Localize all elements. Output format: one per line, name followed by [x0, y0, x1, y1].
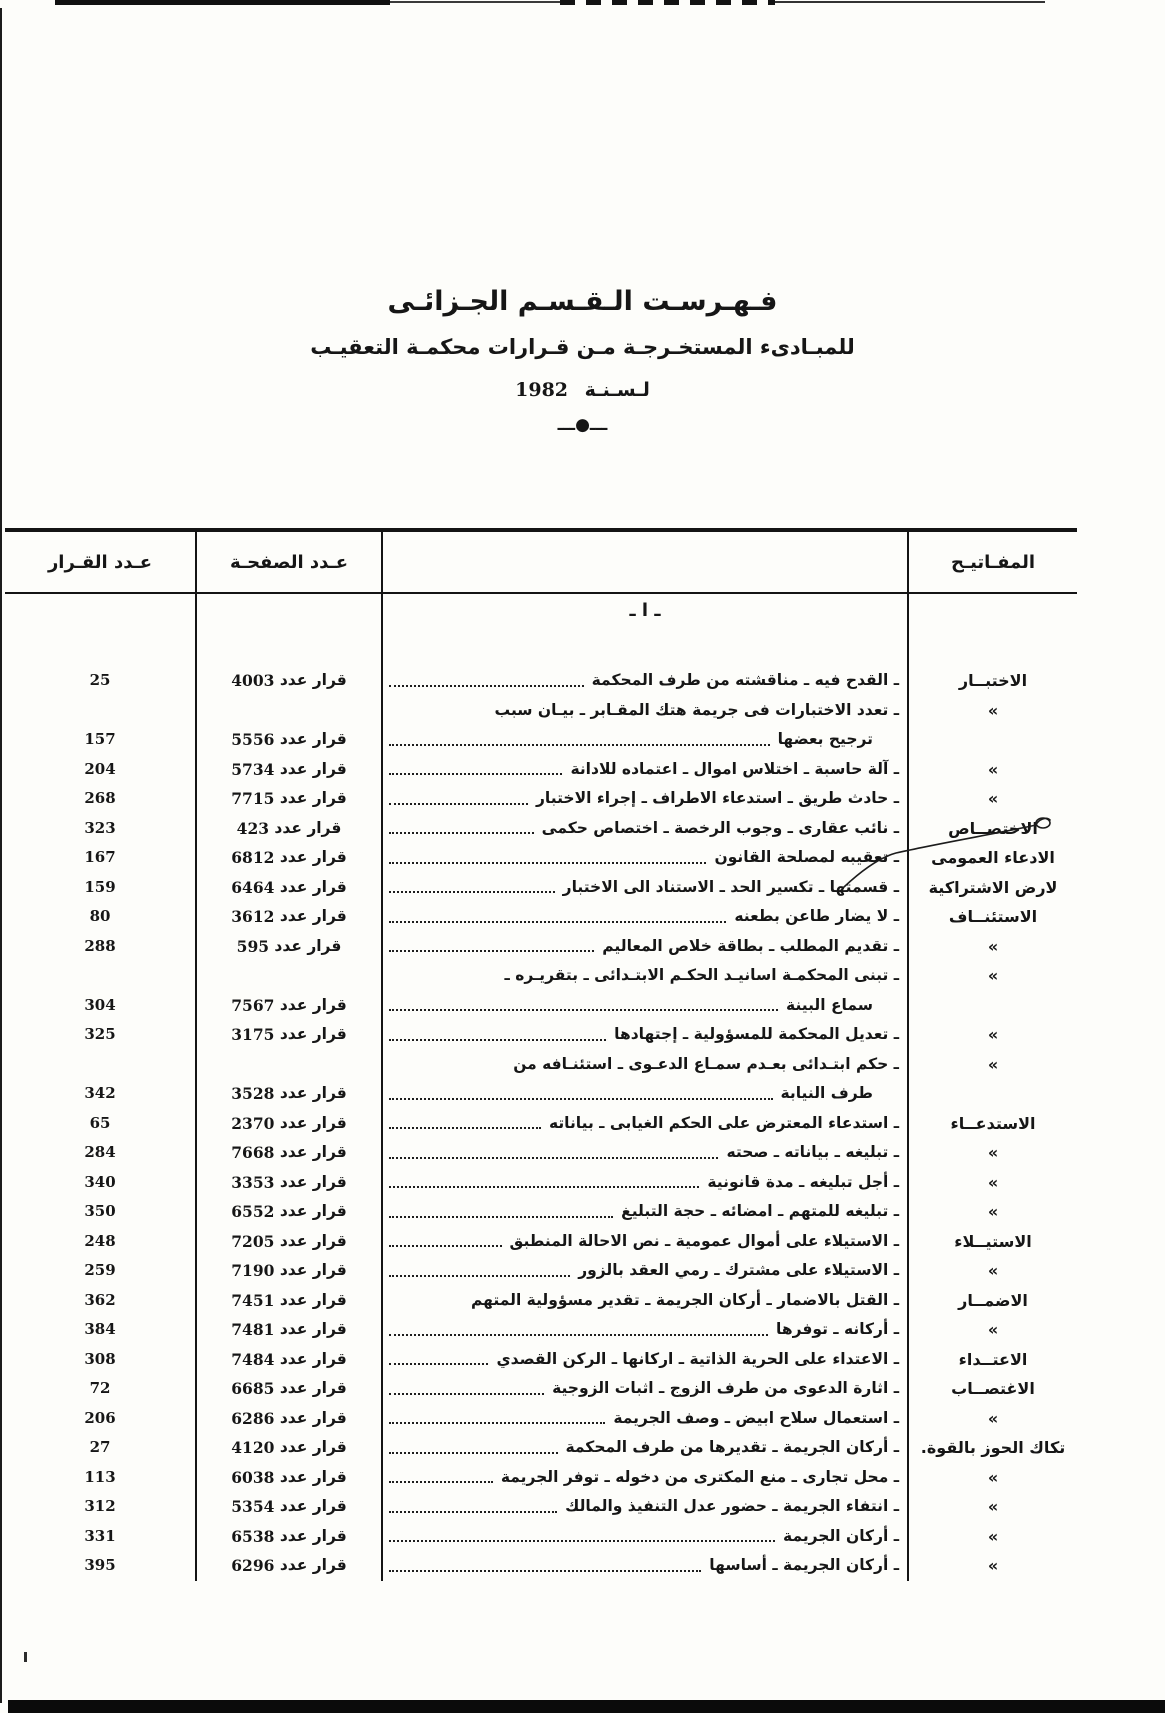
row-subject: [381, 1256, 907, 1286]
row-page-reference: [195, 1374, 381, 1404]
section-page-spacer: [195, 594, 381, 666]
row-page-reference: [195, 1522, 381, 1552]
row-page-number: 4120: [231, 1438, 275, 1457]
row-key: »: [907, 1463, 1077, 1493]
row-page-reference: [195, 1138, 381, 1168]
row-page-number: 6286: [231, 1408, 275, 1428]
row-decision-number: 323: [84, 818, 116, 837]
row-key: الاستدعــاء: [907, 1109, 1077, 1139]
row-page-number: 7715: [231, 789, 275, 808]
row-page-reference: [195, 961, 381, 1020]
scan-artifact-top-dashes: [560, 0, 775, 5]
row-key: »: [907, 1197, 1077, 1227]
row-page-reference: [195, 666, 381, 696]
row-key: »: [907, 784, 1077, 814]
section-keys-spacer: [907, 594, 1077, 666]
row-subject-text: ـ أركان الجريمة ـ تقديرها من طرف المحكمة: [565, 1438, 899, 1456]
row-subject: [381, 961, 907, 1020]
row-key: »: [907, 1551, 1077, 1581]
decision-word-label: قرار عدد: [279, 1113, 347, 1132]
row-page-reference: [195, 932, 381, 962]
row-page-reference: [195, 1492, 381, 1522]
table-row: [5, 1109, 1077, 1139]
decision-word-label: قرار عدد: [274, 818, 342, 837]
index-subtitle: للمبـادىء المستخـرجـة مـن قـرارات محكمـة التعقيـب: [310, 335, 855, 359]
section-heading-alif: ـ ا ـ: [381, 594, 907, 666]
row-decision-number: 72: [89, 1379, 111, 1397]
decision-word-label: قرار عدد: [279, 1231, 347, 1250]
table-row: [5, 666, 1077, 696]
dotted-leader: [389, 1422, 605, 1424]
dotted-leader: [389, 1127, 541, 1129]
row-subject: [381, 1315, 907, 1345]
row-page-reference: [195, 1463, 381, 1493]
decision-word-label: قرار عدد: [279, 1261, 347, 1279]
row-subject: [381, 784, 907, 814]
row-page-reference: [195, 1168, 381, 1198]
row-key: لارض الاشتراكية: [907, 873, 1077, 903]
dotted-leader: [389, 862, 706, 864]
row-subject-text: ـ أركان الجريمة: [783, 1526, 899, 1545]
row-page-reference: [195, 755, 381, 785]
row-page-number: 7668: [231, 1143, 275, 1162]
decision-word-label: قرار عدد: [279, 877, 347, 896]
index-title: فـهـرسـت الـقـسـم الجـزائـى: [387, 286, 778, 317]
dotted-leader: [389, 891, 555, 893]
dotted-leader: [389, 1039, 606, 1041]
row-subject-text: ـ تبليغه للمتهم ـ امضائه ـ حجة التبليغ: [621, 1202, 899, 1220]
row-subject-text: ـ قسمتها ـ تكسير الحد ـ الاستناد الى الاختبار: [562, 877, 899, 896]
decision-word-label: قرار عدد: [279, 995, 347, 1014]
row-subject: [381, 1020, 907, 1050]
row-key: »: [907, 1404, 1077, 1434]
dotted-leader: [389, 1481, 493, 1483]
table-row: [5, 873, 1077, 903]
row-decision-number: 312: [84, 1497, 116, 1515]
decision-word-label: قرار عدد: [279, 1408, 347, 1427]
row-page-number: 6552: [231, 1202, 275, 1221]
row-page-number: 595: [236, 936, 270, 956]
dotted-leader: [389, 1216, 613, 1218]
row-page-reference: [195, 1315, 381, 1345]
table-row: [5, 1256, 1077, 1286]
row-page-reference: [195, 902, 381, 932]
title-separator: ـــ●ـــ: [557, 415, 608, 435]
table-row: [5, 755, 1077, 785]
row-subject: [381, 666, 907, 696]
row-page-number: 3612: [231, 907, 275, 926]
row-subject-text: ـ لا يضار طاعن بطعنه: [734, 907, 899, 925]
table-row: [5, 1404, 1077, 1434]
row-key: »: [907, 1020, 1077, 1050]
row-subject-text: ـ أجل تبليغه ـ مدة قانونية: [707, 1172, 899, 1191]
decision-word-label: قرار عدد: [279, 907, 347, 925]
index-table: [5, 528, 1077, 1581]
row-subject-text: ـ تقديم المطلب ـ بطاقة خلاص المعاليم: [602, 936, 899, 955]
table-row: [5, 1138, 1077, 1168]
row-subject: [381, 814, 907, 844]
row-key: الاغتصــاب: [907, 1374, 1077, 1404]
row-subject-text: ـ الاستيلاء على أموال عمومية ـ نص الاحالة المنطبق: [509, 1231, 899, 1250]
row-subject-text: ـ آلة حاسبة ـ اختلاس اموال ـ اعتماده للادانة: [570, 759, 899, 778]
table-row: [5, 1551, 1077, 1581]
decision-word-label: قرار عدد: [279, 1556, 347, 1574]
row-subject-text: ـ القدح فيه ـ مناقشته من طرف المحكمة: [591, 671, 899, 689]
scan-artifact-top-line-3: [775, 1, 1045, 3]
row-decision-number: 167: [84, 848, 116, 866]
row-decision-number: 248: [84, 1231, 116, 1250]
row-key: الاختصــاص: [907, 814, 1077, 844]
decision-word-label: قرار عدد: [279, 789, 347, 807]
dotted-leader: [389, 1540, 775, 1542]
decision-word-label: قرار عدد: [274, 936, 342, 955]
title-block: [0, 286, 1165, 435]
row-subject: [381, 1463, 907, 1493]
row-subject: [381, 873, 907, 903]
decision-word-label: قرار عدد: [279, 1025, 347, 1043]
dotted-leader: [389, 1570, 701, 1572]
row-subject: [381, 1227, 907, 1257]
header-keys: المفـاتيـح: [907, 532, 1077, 592]
row-subject-text-continued: ترجيح بعضها: [777, 730, 873, 748]
header-page-number: عـدد الصفحـة: [195, 532, 381, 592]
table-row: [5, 1168, 1077, 1198]
row-page-number: 5354: [231, 1497, 275, 1516]
row-page-reference: [195, 814, 381, 844]
table-row: [5, 932, 1077, 962]
row-page-number: 7481: [231, 1320, 275, 1339]
row-decision-number: 159: [84, 877, 116, 896]
row-key: »: [907, 1256, 1077, 1286]
row-page-number: 6538: [231, 1526, 275, 1546]
scan-artifact-top-line-2: [390, 1, 560, 3]
row-subject: [381, 1551, 907, 1581]
row-subject: [381, 1286, 907, 1316]
row-page-number: 423: [236, 818, 270, 838]
decision-word-label: قرار عدد: [279, 1202, 347, 1220]
dotted-leader: [389, 1334, 768, 1336]
decision-word-label: قرار عدد: [279, 1379, 347, 1397]
row-decision-number: 288: [84, 936, 116, 955]
table-row: [5, 1227, 1077, 1257]
row-decision-number: 113: [84, 1467, 116, 1486]
row-key: »: [907, 961, 1077, 1020]
dotted-leader: [389, 803, 528, 805]
table-row: [5, 1463, 1077, 1493]
row-decision-number: 157: [84, 730, 116, 748]
dotted-leader: [389, 744, 770, 746]
row-subject: [381, 1492, 907, 1522]
row-subject-text: ـ تعديل المحكمة للمسؤولية ـ إجتهادها: [614, 1025, 899, 1043]
row-page-number: 5734: [231, 759, 275, 779]
table-body: [5, 666, 1077, 1581]
row-subject: [381, 755, 907, 785]
row-page-number: 6685: [231, 1379, 275, 1398]
decision-word-label: قرار عدد: [279, 848, 347, 866]
row-page-number: 7484: [231, 1349, 275, 1369]
row-key: »: [907, 1315, 1077, 1345]
table-row: [5, 1374, 1077, 1404]
table-row: [5, 1315, 1077, 1345]
row-page-number: 5556: [231, 730, 275, 749]
decision-word-label: قرار عدد: [279, 1349, 347, 1368]
row-subject: [381, 1138, 907, 1168]
row-decision-number: 331: [84, 1526, 116, 1545]
row-page-reference: [195, 1256, 381, 1286]
row-subject-text: ـ اثارة الدعوى من طرف الزوج ـ اثبات الزوجية: [552, 1379, 899, 1397]
year-value: 1982: [515, 379, 569, 401]
row-subject-text: ـ أركانه ـ توفرها: [776, 1320, 899, 1338]
dotted-leader: [389, 1275, 570, 1277]
row-key: الاستئنــاف: [907, 902, 1077, 932]
row-decision-number: 25: [89, 671, 111, 689]
row-page-reference: [195, 1433, 381, 1463]
row-page-number: 7451: [231, 1290, 275, 1310]
row-decision-number: 342: [84, 1084, 116, 1102]
row-subject-text: ـ الاستيلاء على مشترك ـ رمي العقد بالزور: [578, 1261, 899, 1279]
row-subject: [381, 1404, 907, 1434]
row-page-number: 7190: [231, 1261, 275, 1280]
dotted-leader: [389, 921, 726, 923]
table-row: [5, 902, 1077, 932]
decision-word-label: قرار عدد: [279, 1172, 347, 1191]
row-decision-number: 65: [89, 1113, 111, 1132]
header-decision-number: عـدد القـرار: [47, 551, 153, 573]
decision-word-label: قرار عدد: [279, 730, 347, 748]
row-page-number: 6464: [231, 877, 275, 897]
row-decision-number: 384: [84, 1320, 116, 1338]
row-key: الاختبــار: [907, 666, 1077, 696]
dotted-leader: [389, 1009, 778, 1011]
table-row: [5, 1522, 1077, 1552]
scan-artifact-tick: [24, 1652, 27, 1662]
row-subject-text-continued: طرف النيابة: [780, 1084, 873, 1102]
row-subject: [381, 696, 907, 755]
row-decision-number: 304: [84, 995, 116, 1014]
row-subject: [381, 1168, 907, 1198]
table-row: [5, 1286, 1077, 1316]
row-page-reference: [195, 1197, 381, 1227]
dotted-leader: [389, 832, 534, 834]
decision-word-label: قرار عدد: [279, 671, 347, 689]
table-row: [5, 1345, 1077, 1375]
decision-word-label: قرار عدد: [279, 1320, 347, 1338]
table-row: [5, 1020, 1077, 1050]
section-row: [5, 594, 1077, 666]
decision-word-label: قرار عدد: [279, 1290, 347, 1309]
scan-artifact-top-line: [55, 0, 390, 5]
table-row: [5, 696, 1077, 755]
decision-word-label: قرار عدد: [279, 1438, 347, 1456]
row-subject-text: ـ تعدد الاختبارات فى جريمة هتك المقـابر ـ بيـان سبب: [494, 700, 899, 719]
row-subject-text: ـ انتفاء الجريمة ـ حضور عدل التنفيذ والمالك: [565, 1497, 899, 1515]
table-row: [5, 814, 1077, 844]
row-decision-number: 362: [84, 1290, 116, 1309]
row-key: »: [907, 1168, 1077, 1198]
table-row: [5, 1492, 1077, 1522]
table-row: [5, 961, 1077, 1020]
row-key: »: [907, 1492, 1077, 1522]
row-page-reference: [195, 1404, 381, 1434]
row-subject-text: ـ استدعاء المعترض على الحكم الغيابى ـ بياناته: [548, 1113, 899, 1132]
row-subject: [381, 1050, 907, 1109]
header-subject-spacer: [381, 532, 907, 592]
table-header-row: [5, 528, 1077, 594]
row-decision-number: 325: [84, 1025, 116, 1043]
decision-word-label: قرار عدد: [279, 1143, 347, 1161]
dotted-leader: [389, 1363, 488, 1365]
row-subject-text: ـ حادث طريق ـ استدعاء الاطراف ـ إجراء الاختبار: [536, 789, 899, 807]
row-page-reference: [195, 1345, 381, 1375]
table-row: [5, 1197, 1077, 1227]
dotted-leader: [389, 950, 594, 952]
decision-word-label: قرار عدد: [279, 1526, 347, 1545]
row-page-number: 7567: [231, 995, 275, 1015]
row-decision-number: 340: [84, 1172, 116, 1191]
row-page-reference: [195, 1020, 381, 1050]
row-page-number: 6038: [231, 1467, 275, 1487]
row-page-reference: [195, 1109, 381, 1139]
scan-artifact-bottom-bar: [8, 1700, 1165, 1713]
row-key: تكاك الحوز بالقوة.: [907, 1433, 1077, 1463]
row-key: »: [907, 755, 1077, 785]
row-decision-number: 80: [89, 907, 111, 925]
row-subject-text: ـ تبنى المحكمـة اسانيـد الحكـم الابتـدائى ـ بتقريـره ـ: [504, 966, 899, 984]
row-page-number: 3175: [231, 1025, 275, 1044]
row-page-reference: [195, 873, 381, 903]
row-decision-number: 350: [84, 1202, 116, 1220]
scan-artifact-left-edge: [0, 8, 2, 1703]
row-decision-number: 204: [84, 759, 116, 778]
row-decision-number: 206: [84, 1408, 116, 1427]
dotted-leader: [389, 1393, 544, 1395]
dotted-leader: [389, 1452, 558, 1454]
row-subject-text: ـ تبليغه ـ بياناته ـ صحته: [726, 1143, 899, 1161]
row-page-number: 6296: [231, 1556, 275, 1575]
row-subject: [381, 1345, 907, 1375]
row-decision-number: 284: [84, 1143, 116, 1161]
row-key: الاضمــار: [907, 1286, 1077, 1316]
row-subject: [381, 1433, 907, 1463]
row-decision-number: 27: [89, 1438, 111, 1456]
row-subject: [381, 902, 907, 932]
row-key: »: [907, 1138, 1077, 1168]
row-decision-number: 259: [84, 1261, 116, 1279]
row-subject: [381, 843, 907, 873]
row-key: »: [907, 932, 1077, 962]
decision-word-label: قرار عدد: [279, 1497, 347, 1515]
row-key: »: [907, 1050, 1077, 1109]
row-page-reference: [195, 1286, 381, 1316]
row-subject: [381, 932, 907, 962]
row-subject-text: ـ نائب عقارى ـ وجوب الرخصة ـ اختصاص حكمى: [541, 818, 899, 837]
row-decision-number: 308: [84, 1349, 116, 1368]
year-label: لـسـنـة: [584, 379, 650, 401]
decision-word-label: قرار عدد: [279, 1084, 347, 1102]
row-page-number: 3353: [231, 1172, 275, 1192]
index-year-line: [0, 379, 1165, 401]
row-subject: [381, 1374, 907, 1404]
row-subject-text: ـ الاعتداء على الحرية الذاتية ـ اركانها ـ الركن القصدي: [496, 1349, 899, 1368]
row-page-number: 3528: [231, 1084, 275, 1103]
row-key: الاستيــلاء: [907, 1227, 1077, 1257]
row-decision-number: 395: [84, 1556, 116, 1574]
row-subject-text: ـ محل تجارى ـ منع المكترى من دخوله ـ توفر الجريمة: [500, 1467, 899, 1486]
row-decision-number: 268: [84, 789, 116, 807]
dotted-leader: [389, 685, 584, 687]
dotted-leader: [389, 773, 562, 775]
decision-word-label: قرار عدد: [279, 1467, 347, 1486]
table-row: [5, 784, 1077, 814]
row-key: »: [907, 1522, 1077, 1552]
dotted-leader: [389, 1098, 773, 1100]
row-page-reference: [195, 696, 381, 755]
table-row: [5, 843, 1077, 873]
row-key: »: [907, 696, 1077, 755]
dotted-leader: [389, 1245, 502, 1247]
row-subject: [381, 1109, 907, 1139]
table-row: [5, 1050, 1077, 1109]
row-page-reference: [195, 1050, 381, 1109]
section-decision-spacer: [5, 594, 195, 666]
row-page-reference: [195, 784, 381, 814]
row-page-reference: [195, 1227, 381, 1257]
row-subject-text: ـ استعمال سلاح ابيض ـ وصف الجريمة: [613, 1408, 899, 1427]
dotted-leader: [389, 1511, 557, 1513]
row-subject: [381, 1197, 907, 1227]
row-page-number: 4003: [231, 671, 275, 690]
row-subject-text: ـ تعقيبه لمصلحة القانون: [714, 848, 899, 866]
row-page-number: 7205: [231, 1231, 275, 1251]
dotted-leader: [389, 1157, 718, 1159]
row-page-number: 2370: [231, 1113, 275, 1133]
row-page-reference: [195, 843, 381, 873]
row-page-reference: [195, 1551, 381, 1581]
decision-word-label: قرار عدد: [279, 759, 347, 778]
row-key: الادعاء العمومى: [907, 843, 1077, 873]
row-key: الاعتــداء: [907, 1345, 1077, 1375]
row-subject-text: ـ حكم ابتـدائى بعـدم سمـاع الدعـوى ـ استئنـافه من: [513, 1054, 899, 1073]
row-subject-text: ـ القتل بالاضمار ـ أركان الجريمة ـ تقدير مسؤولية المتهم: [471, 1290, 899, 1309]
row-subject: [381, 1522, 907, 1552]
table-row: [5, 1433, 1077, 1463]
row-page-number: 6812: [231, 848, 275, 867]
row-subject-text-continued: سماع البينة: [786, 995, 873, 1014]
dotted-leader: [389, 1186, 699, 1188]
row-subject-text: ـ أركان الجريمة ـ أساسها: [709, 1556, 899, 1574]
